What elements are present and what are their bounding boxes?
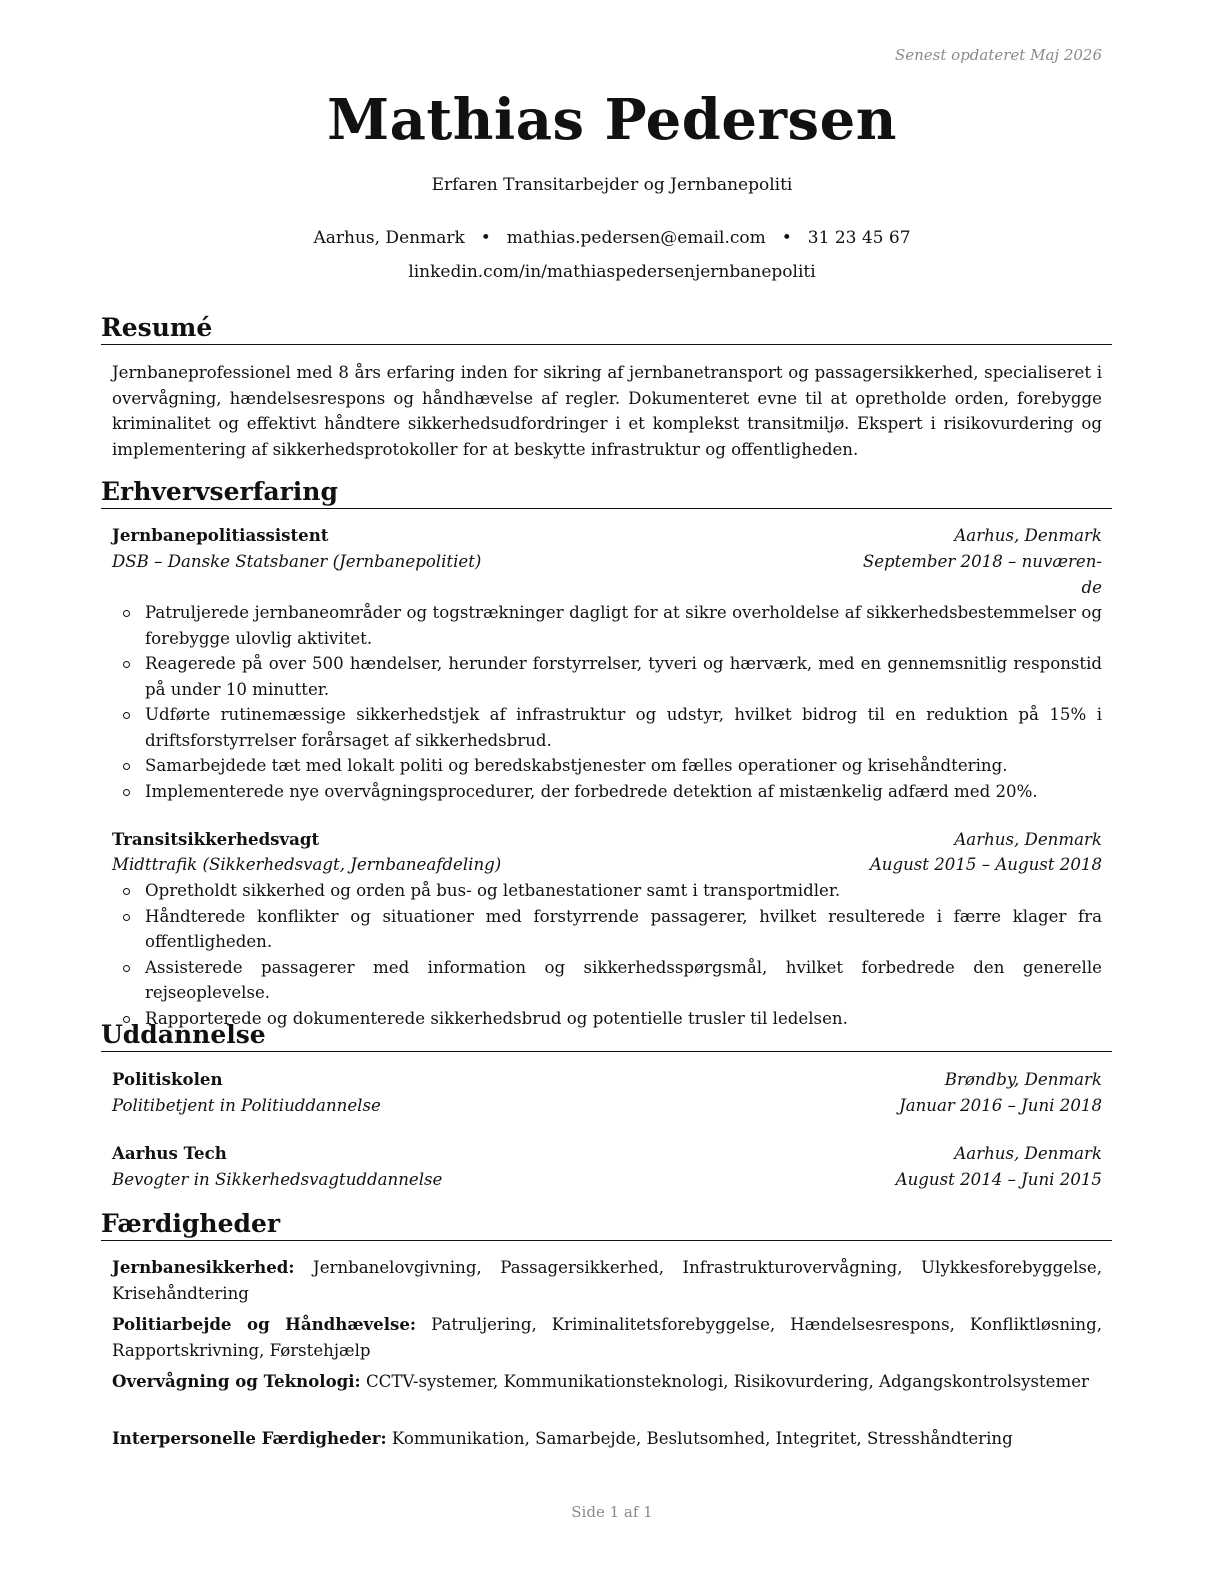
list-item: Reagerede på over 500 hændelser, herunder forstyrrelser, tyveri og hærværk, med en gennemsnitlig responstid på under 10 minutter. (112, 651, 1102, 702)
skill-group (112, 1369, 1102, 1395)
skill-list: Kommunikation, Samarbejde, Beslutsomhed, Integritet, Stresshåndtering (391, 1429, 1013, 1448)
list-item: Samarbejdede tæt med lokalt politi og beredskabstjenester om fælles operationer og krisehåndtering. (112, 753, 1102, 779)
separator-dot: • (781, 228, 792, 248)
list-item: Opretholdt sikkerhed og orden på bus- og letbanestationer samt i transportmidler. (112, 878, 1102, 904)
last-updated: Senest opdateret Maj 2026 (894, 46, 1102, 64)
list-item: Udførte rutinemæssige sikkerhedstjek af infrastruktur og udstyr, hvilket bidrog til en reduktion på 15% i driftsforstyrrelser forårsaget af sikkerhedsbrud. (112, 702, 1102, 753)
skill-label: Interpersonelle Færdigheder: (112, 1428, 387, 1448)
education-header (112, 1067, 1102, 1093)
job-dates: September 2018 – nuværen- (862, 552, 1102, 571)
list-item: Rapporterede og dokumenterede sikkerhedsbrud og potentielle trusler til ledelsen. (112, 1006, 1102, 1032)
candidate-name: Mathias Pedersen (327, 87, 897, 153)
job-dates-wrap: de (1081, 578, 1102, 597)
section-title-education: Uddannelse (101, 1020, 1112, 1052)
job-organization: Midttrafik (Sikkerhedsvagt, Jernbaneafdeling) (112, 855, 502, 874)
education-subheader (112, 1093, 1102, 1119)
job-header (112, 827, 1102, 853)
education-dates: August 2014 – Juni 2015 (895, 1170, 1102, 1189)
summary-text: Jernbaneprofessionel med 8 års erfaring inden for sikring af jernbanetransport og passagersikkerhed, specialiseret i overvågning, hændelsesrespons og håndhævelse af regler. Dokumenteret evne til at opretholde orden, forebygge kriminalitet og effektivt håndtere sikkerhedsudfordringer i et komplekst transitmiljø. Ekspert i risikovurdering og implementering af sikkerhedsprotokoller for at beskytte infrastruktur og offentligheden. (112, 363, 1102, 459)
list-item: Implementerede nye overvågningsprocedurer, der forbedrede detektion af mistænkelig adfærd med 20%. (112, 779, 1102, 805)
school-name: Aarhus Tech (112, 1143, 227, 1163)
degree: Bevogter in Sikkerhedsvagtuddannelse (112, 1170, 443, 1189)
education-header (112, 1141, 1102, 1167)
linkedin-link[interactable]: linkedin.com/in/mathiaspedersenjernbanepoliti (408, 262, 816, 282)
school-location: Brøndby, Denmark (944, 1070, 1102, 1089)
email-link[interactable]: mathias.pedersen@email.com (506, 228, 766, 248)
skill-list: Patruljering, Kriminalitetsforebyggelse, Hændelsesrespons, Konfliktløsning, Rapportskrivning, Førstehjælp (112, 1315, 1103, 1360)
degree: Politibetjent in Politiuddannelse (112, 1096, 381, 1115)
school-location: Aarhus, Denmark (954, 1144, 1102, 1163)
job-organization: DSB – Danske Statsbaner (Jernbanepolitiet) (112, 552, 482, 571)
location: Aarhus, Denmark (313, 228, 465, 248)
section-title-skills: Færdigheder (101, 1209, 1112, 1241)
skill-label: Jernbanesikkerhed: (112, 1257, 295, 1277)
education-dates: Januar 2016 – Juni 2018 (899, 1096, 1102, 1115)
skill-label: Overvågning og Teknologi: (112, 1371, 361, 1391)
list-item: Håndterede konflikter og situationer med forstyrrende passagerer, hvilket resulterede i færre klager fra offentligheden. (112, 904, 1102, 955)
skill-group (112, 1255, 1102, 1306)
job-bullets (112, 600, 1102, 804)
list-item: Patruljerede jernbaneområder og togstrækninger dagligt for at sikre overholdelse af sikkerhedsbestemmelser og forebygge ulovlig aktivitet. (112, 600, 1102, 651)
job-header (112, 523, 1102, 549)
job-role: Transitsikkerhedsvagt (112, 829, 320, 849)
education-subheader (112, 1167, 1102, 1193)
job-subheader (112, 549, 1102, 575)
contact-line (0, 228, 1224, 248)
job-bullets (112, 878, 1102, 1031)
separator-dot: • (480, 228, 491, 248)
phone-number: 31 23 45 67 (807, 228, 911, 248)
skill-group (112, 1426, 1102, 1452)
job-location: Aarhus, Denmark (954, 830, 1102, 849)
section-title-summary: Resumé (101, 313, 1112, 345)
job-role: Jernbanepolitiassistent (112, 525, 329, 545)
job-dates: August 2015 – August 2018 (869, 855, 1102, 874)
candidate-title: Erfaren Transitarbejder og Jernbanepoliti (431, 175, 793, 195)
skill-group (112, 1312, 1102, 1363)
job-subheader (112, 852, 1102, 878)
list-item: Assisterede passagerer med information og sikkerhedsspørgsmål, hvilket forbedrede den generelle rejseoplevelse. (112, 955, 1102, 1006)
school-name: Politiskolen (112, 1069, 223, 1089)
job-dates-continued (112, 575, 1102, 601)
section-title-experience: Erhvervserfaring (101, 477, 1112, 509)
skill-label: Politiarbejde og Håndhævelse: (112, 1314, 417, 1334)
page-number: Side 1 af 1 (571, 1503, 653, 1521)
skill-list: Jernbanelovgivning, Passagersikkerhed, Infrastrukturovervågning, Ulykkesforebyggelse, Krisehåndtering (112, 1258, 1102, 1303)
skill-list: CCTV-systemer, Kommunikationsteknologi, Risikovurdering, Adgangskontrolsystemer (365, 1372, 1089, 1391)
job-location: Aarhus, Denmark (954, 526, 1102, 545)
